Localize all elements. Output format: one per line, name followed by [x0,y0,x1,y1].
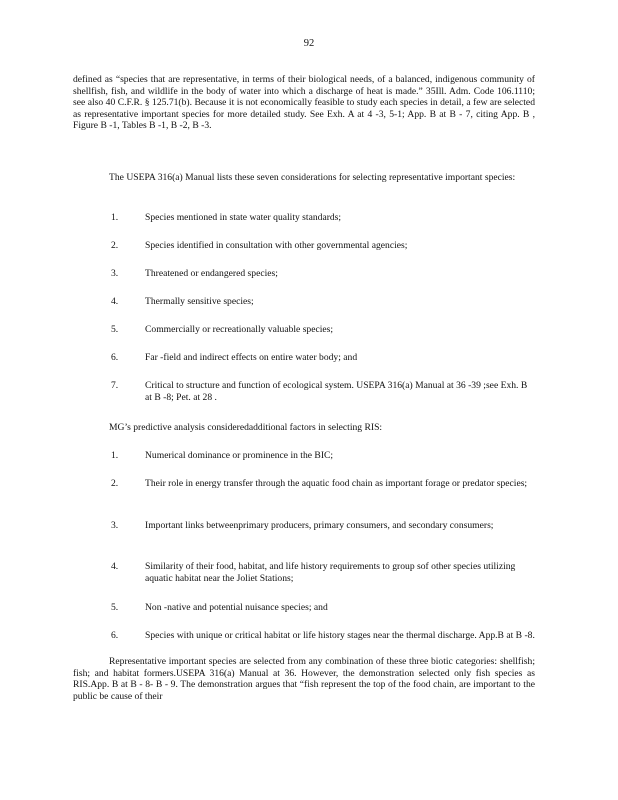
list-item-number: 4. [111,296,119,307]
list-item-number: 1. [111,450,119,461]
page-number: 92 [303,38,315,49]
list-item-text: Similarity of their food, habitat, and life history requirements to group sof other species utilizing aquatic habitat near the Joliet Stations; [145,561,516,584]
list-item-text: Thermally sensitive species; [145,296,254,307]
list-item-number: 2. [111,240,119,251]
list-1-intro-text: The USEPA 316(a) Manual lists these seven considerations for selecting representative important species: [109,172,516,183]
list-2-intro [73,422,535,434]
list-item-text: Species identified in consultation with other governmental agencies; [145,240,408,251]
list-item-number: 7. [111,380,119,391]
paragraph-representative-species [73,656,535,702]
list-item-text: Far -field and indirect effects on entire water body; and [145,352,358,363]
list-item-text: Species mentioned in state water quality standards; [145,212,342,223]
list-item-text: Species with unique or critical habitat or life history stages near the thermal discharge. App.B at B -8. [145,630,535,641]
list-2-intro-text: MG’s predictive analysis consideredadditional factors in selecting RIS: [109,422,383,433]
list-item-text: Threatened or endangered species; [145,268,278,279]
list-item-number: 3. [111,520,119,531]
list-item-number: 1. [111,212,119,223]
list-item-text: Critical to structure and function of ecological system. USEPA 316(a) Manual at 36 -39 ;see Exh. B at B -8; Pet. at 28 . [145,380,528,403]
paragraph-definition [73,74,535,132]
list-item-number: 5. [111,602,119,613]
paragraph-representative-species-text: Representative important species are selected from any combination of these three biotic categories: shellfish; fish; and habitat formers.USEPA 316(a) Manual at 36. However, the demonstration selected only fish species as RIS.App. B at B - 8- B - 9. The demonstration argues that “fish represent the top of the food chain, are important to the public be cause of their [73,656,535,702]
list-1-intro [73,172,535,184]
list-item-number: 4. [111,561,119,572]
list-item-number: 5. [111,324,119,335]
list-item-text: Important links betweenprimary producers, primary consumers, and secondary consumers; [145,520,494,531]
list-item-number: 3. [111,268,119,279]
list-item-text: Commercially or recreationally valuable species; [145,324,334,335]
list-item-text: Numerical dominance or prominence in the BIC; [145,450,334,461]
list-item-number: 6. [111,352,119,363]
paragraph-definition-text: defined as “species that are representative, in terms of their biological needs, of a balanced, indigenous community of shellfish, fish, and wildlife in the body of water into which a discharge of heat is made.” 35Ill. Adm. Code 106.1110; see also 40 C.F.R. § 125.71(b). Because it is not economically feasible to study each species in detail, a few are selected as representative important species for more detailed study. See Exh. A at 4 -3, 5-1; App. B at B - 7, citing App. B , Figure B -1, Tables B -1, B -2, B -3. [73,74,535,132]
list-item-text: Non -native and potential nuisance species; and [145,602,328,613]
list-item-number: 2. [111,478,119,489]
list-item-text: Their role in energy transfer through the aquatic food chain as important forage or predator species; [145,478,528,489]
list-item-number: 6. [111,630,119,641]
